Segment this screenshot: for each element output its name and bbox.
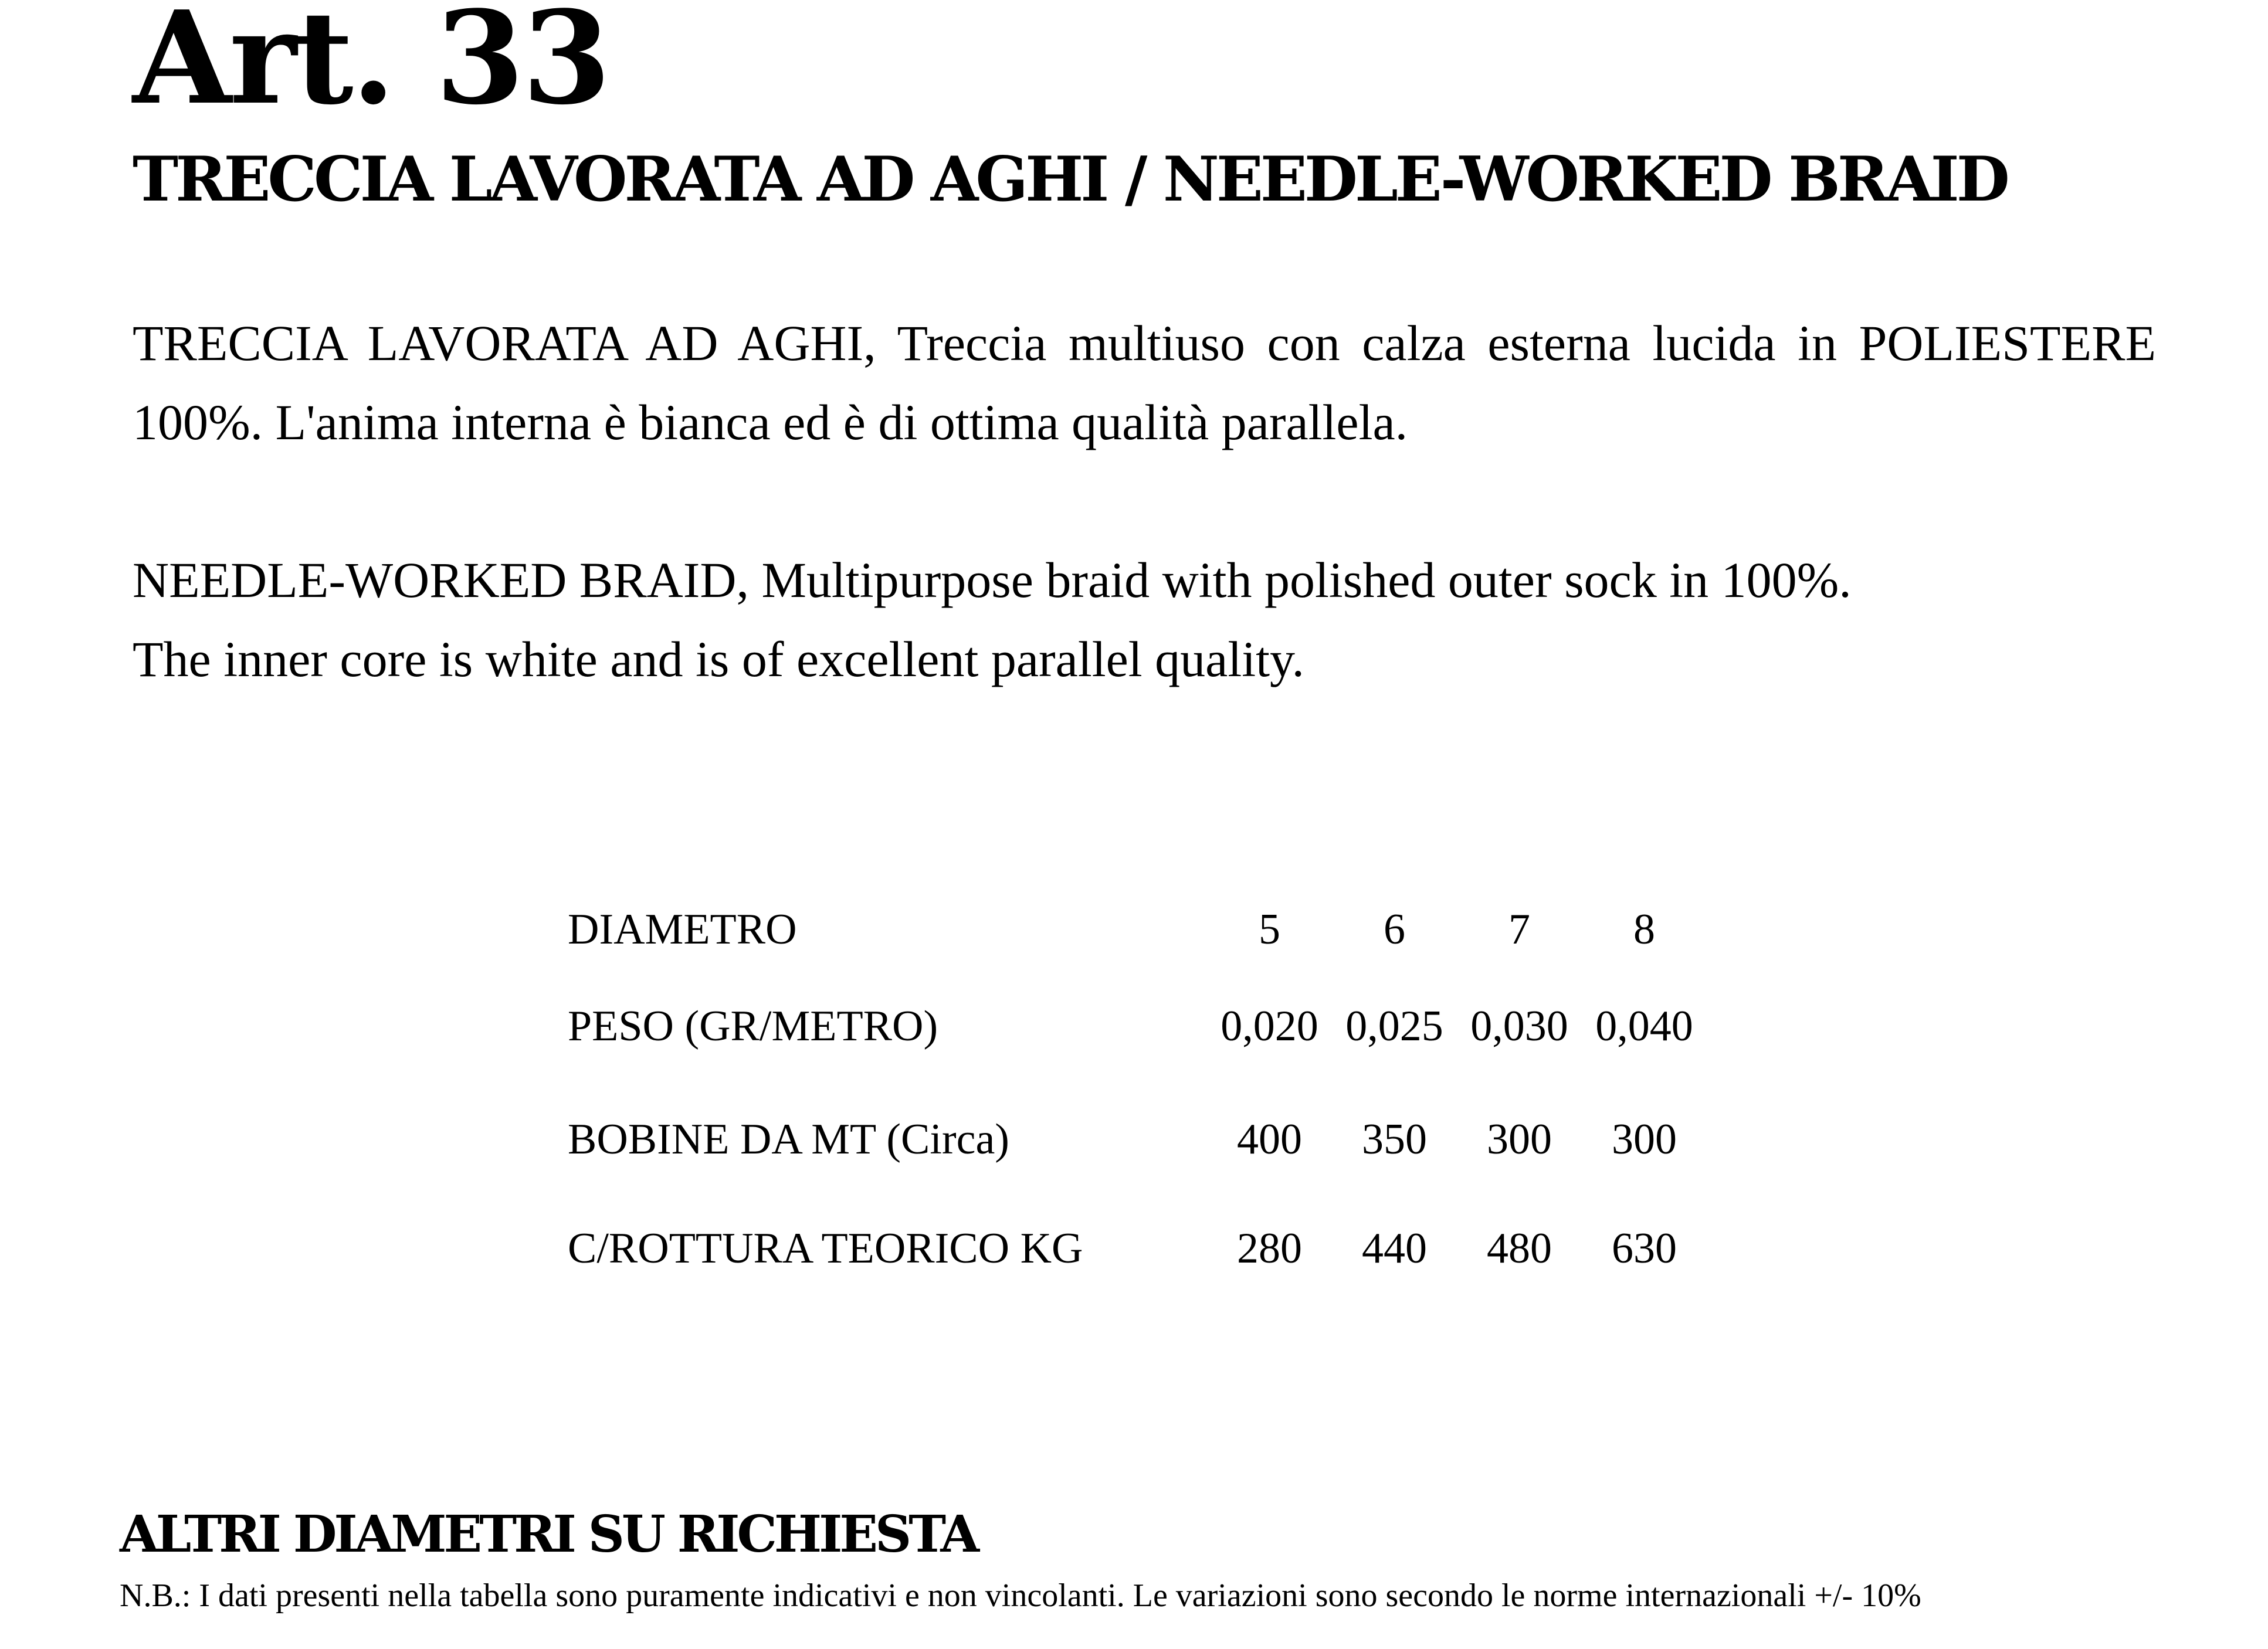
- product-subtitle: TRECCIA LAVORATA AD AGHI / NEEDLE-WORKED BRAID: [133, 142, 2007, 215]
- cell-value: 630: [1612, 1224, 1677, 1273]
- other-diameters-heading: ALTRI DIAMETRI SU RICHIESTA: [120, 1505, 977, 1564]
- cell-value: 300: [1487, 1115, 1552, 1163]
- cell-value: 400: [1237, 1115, 1302, 1163]
- row-label: DIAMETRO: [568, 905, 797, 954]
- description-english: [133, 541, 2156, 699]
- cell-value: 6: [1384, 905, 1405, 954]
- cell-value: 0,030: [1470, 1002, 1568, 1050]
- description-english-line-1: NEEDLE-WORKED BRAID, Multipurpose braid with polished outer sock in 100%.: [133, 552, 1852, 608]
- row-label: PESO (GR/METRO): [568, 1002, 938, 1050]
- row-label: C/ROTTURA TEORICO KG: [568, 1224, 1083, 1273]
- cell-value: 280: [1237, 1224, 1302, 1273]
- cell-value: 5: [1259, 905, 1280, 954]
- cell-value: 0,040: [1595, 1002, 1693, 1050]
- cell-value: 8: [1633, 905, 1655, 954]
- row-label: BOBINE DA MT (Circa): [568, 1115, 1009, 1163]
- spec-table: [568, 891, 1707, 1303]
- table-row-diametro: [568, 891, 1707, 968]
- table-row-bobine: [568, 1085, 1707, 1194]
- cell-value: 0,025: [1345, 1002, 1443, 1050]
- cell-value: 350: [1362, 1115, 1427, 1163]
- description-italian: TRECCIA LAVORATA AD AGHI, Treccia multiuso con calza esterna lucida in POLIESTERE 100%. L'anima interna è bianca ed è di ottima qualità parallela.: [133, 315, 2156, 450]
- cell-value: 300: [1612, 1115, 1677, 1163]
- description-english-line-2: The inner core is white and is of excellent parallel quality.: [133, 631, 1304, 687]
- table-row-rottura: [568, 1194, 1707, 1303]
- cell-value: 7: [1508, 905, 1530, 954]
- disclaimer-note: N.B.: I dati presenti nella tabella sono puramente indicativi e non vincolanti. Le variazioni sono secondo le norme internazionali +/- 10%: [120, 1577, 1921, 1614]
- article-title: Art. 33: [133, 0, 609, 133]
- cell-value: 0,020: [1221, 1002, 1318, 1050]
- table-row-peso: [568, 968, 1707, 1085]
- cell-value: 440: [1362, 1224, 1427, 1273]
- cell-value: 480: [1487, 1224, 1552, 1273]
